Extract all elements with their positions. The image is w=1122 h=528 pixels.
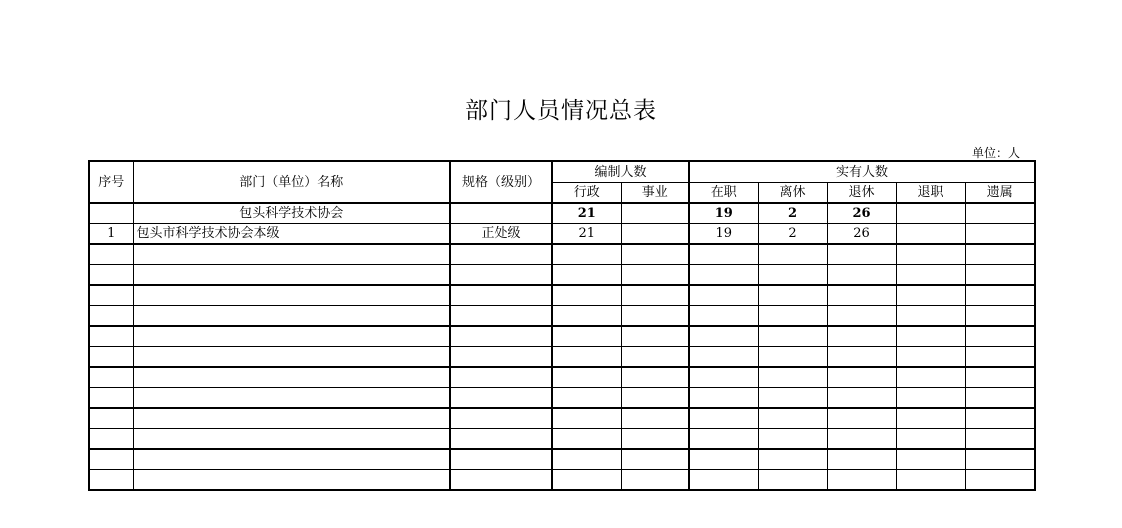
empty-cell [965, 367, 1035, 388]
empty-cell [758, 449, 827, 470]
cell-lixiu: 2 [758, 203, 827, 224]
empty-cell [758, 306, 827, 327]
empty-cell [758, 367, 827, 388]
empty-cell [965, 306, 1035, 327]
empty-cell [450, 265, 552, 286]
empty-cell [827, 326, 896, 347]
header-level: 规格（级别） [450, 161, 552, 203]
empty-cell [621, 265, 689, 286]
empty-cell [89, 408, 133, 429]
empty-cell [827, 244, 896, 265]
header-dependents: 遗属 [965, 183, 1035, 204]
empty-cell [689, 265, 758, 286]
empty-cell [896, 388, 965, 409]
cell-dept-name: 包头科学技术协会 [133, 203, 450, 224]
empty-cell [896, 285, 965, 306]
cell-staffing-admin: 21 [552, 203, 621, 224]
empty-cell [552, 326, 621, 347]
summary-row [89, 203, 1035, 224]
empty-cell [689, 306, 758, 327]
header-on-duty: 在职 [689, 183, 758, 204]
cell-staffing-admin: 21 [552, 224, 621, 245]
empty-cell [689, 285, 758, 306]
empty-cell [827, 408, 896, 429]
empty-cell [758, 388, 827, 409]
empty-cell [621, 285, 689, 306]
empty-cell [758, 470, 827, 491]
empty-cell [965, 449, 1035, 470]
empty-cell [896, 470, 965, 491]
empty-cell [965, 244, 1035, 265]
empty-cell [896, 408, 965, 429]
empty-cell [89, 388, 133, 409]
empty-cell [133, 449, 450, 470]
empty-table-row [89, 388, 1035, 409]
header-seq: 序号 [89, 161, 133, 203]
empty-cell [450, 347, 552, 368]
empty-cell [133, 306, 450, 327]
empty-table-row [89, 470, 1035, 491]
empty-cell [552, 306, 621, 327]
empty-cell [133, 470, 450, 491]
empty-cell [133, 285, 450, 306]
empty-cell [450, 306, 552, 327]
cell-staffing-inst [621, 203, 689, 224]
empty-cell [827, 388, 896, 409]
empty-cell [552, 244, 621, 265]
empty-cell [89, 449, 133, 470]
empty-cell [689, 347, 758, 368]
cell-lixiu: 2 [758, 224, 827, 245]
empty-cell [89, 347, 133, 368]
empty-cell [133, 388, 450, 409]
empty-cell [965, 326, 1035, 347]
empty-cell [965, 388, 1035, 409]
empty-cell [450, 244, 552, 265]
empty-cell [621, 408, 689, 429]
empty-cell [89, 306, 133, 327]
empty-cell [827, 367, 896, 388]
empty-cell [758, 429, 827, 450]
empty-cell [827, 429, 896, 450]
cell-on-duty: 19 [689, 203, 758, 224]
staff-summary-table [88, 160, 1036, 491]
empty-cell [133, 326, 450, 347]
empty-cell [552, 367, 621, 388]
empty-table-row [89, 285, 1035, 306]
cell-on-duty: 19 [689, 224, 758, 245]
empty-cell [689, 408, 758, 429]
empty-cell [758, 326, 827, 347]
empty-cell [621, 388, 689, 409]
header-staffing: 编制人数 [552, 161, 689, 183]
cell-seq [89, 203, 133, 224]
header-staffing-admin: 行政 [552, 183, 621, 204]
cell-tuizhi [896, 224, 965, 245]
empty-cell [450, 470, 552, 491]
header-actual: 实有人数 [689, 161, 1035, 183]
empty-cell [621, 244, 689, 265]
empty-cell [689, 470, 758, 491]
empty-table-row [89, 408, 1035, 429]
empty-cell [89, 285, 133, 306]
empty-cell [965, 347, 1035, 368]
cell-retired: 26 [827, 224, 896, 245]
empty-cell [133, 408, 450, 429]
cell-staffing-inst [621, 224, 689, 245]
empty-cell [450, 285, 552, 306]
empty-cell [552, 347, 621, 368]
empty-table-row [89, 347, 1035, 368]
empty-cell [89, 429, 133, 450]
empty-cell [621, 306, 689, 327]
empty-cell [133, 265, 450, 286]
empty-cell [89, 367, 133, 388]
empty-cell [827, 306, 896, 327]
unit-label: 单位：人 [972, 146, 1021, 160]
empty-cell [621, 326, 689, 347]
empty-cell [621, 449, 689, 470]
empty-table-row [89, 367, 1035, 388]
empty-cell [758, 244, 827, 265]
header-lixiu: 离休 [758, 183, 827, 204]
empty-cell [552, 388, 621, 409]
cell-level [450, 203, 552, 224]
empty-cell [896, 429, 965, 450]
empty-cell [896, 326, 965, 347]
empty-cell [552, 265, 621, 286]
empty-table-row [89, 265, 1035, 286]
header-tuizhi: 退职 [896, 183, 965, 204]
table-row [89, 224, 1035, 245]
empty-cell [896, 306, 965, 327]
empty-cell [896, 265, 965, 286]
empty-cell [89, 244, 133, 265]
empty-cell [689, 244, 758, 265]
empty-cell [450, 408, 552, 429]
page-title: 部门人员情况总表 [465, 98, 657, 124]
empty-cell [758, 408, 827, 429]
empty-cell [689, 429, 758, 450]
empty-cell [621, 367, 689, 388]
empty-cell [89, 326, 133, 347]
empty-cell [965, 265, 1035, 286]
empty-cell [965, 470, 1035, 491]
header-retired: 退休 [827, 183, 896, 204]
empty-cell [896, 449, 965, 470]
header-dept-name: 部门（单位）名称 [133, 161, 450, 203]
empty-cell [827, 265, 896, 286]
empty-table-row [89, 429, 1035, 450]
empty-cell [827, 347, 896, 368]
empty-cell [133, 429, 450, 450]
empty-cell [965, 408, 1035, 429]
empty-cell [133, 347, 450, 368]
empty-cell [965, 285, 1035, 306]
empty-cell [450, 388, 552, 409]
empty-cell [689, 367, 758, 388]
empty-cell [827, 285, 896, 306]
empty-cell [450, 367, 552, 388]
cell-dependents [965, 224, 1035, 245]
cell-dependents [965, 203, 1035, 224]
cell-level: 正处级 [450, 224, 552, 245]
empty-cell [896, 347, 965, 368]
empty-cell [450, 429, 552, 450]
empty-cell [552, 285, 621, 306]
empty-cell [450, 326, 552, 347]
header-staffing-inst: 事业 [621, 183, 689, 204]
empty-cell [827, 449, 896, 470]
empty-table-row [89, 449, 1035, 470]
empty-cell [552, 408, 621, 429]
empty-cell [621, 429, 689, 450]
empty-cell [621, 470, 689, 491]
empty-cell [758, 347, 827, 368]
empty-cell [965, 429, 1035, 450]
empty-cell [89, 265, 133, 286]
empty-cell [689, 388, 758, 409]
empty-cell [621, 347, 689, 368]
cell-seq: 1 [89, 224, 133, 245]
empty-cell [827, 470, 896, 491]
empty-cell [689, 449, 758, 470]
cell-tuizhi [896, 203, 965, 224]
empty-cell [758, 285, 827, 306]
empty-cell [552, 470, 621, 491]
empty-table-row [89, 244, 1035, 265]
empty-cell [133, 367, 450, 388]
empty-cell [450, 449, 552, 470]
empty-table-row [89, 326, 1035, 347]
empty-cell [552, 429, 621, 450]
empty-cell [133, 244, 450, 265]
header-row-1 [89, 161, 1035, 183]
cell-retired: 26 [827, 203, 896, 224]
empty-table-row [89, 306, 1035, 327]
empty-cell [896, 367, 965, 388]
empty-cell [552, 449, 621, 470]
empty-cell [758, 265, 827, 286]
empty-cell [89, 470, 133, 491]
cell-dept-name: 包头市科学技术协会本级 [133, 224, 450, 245]
empty-cell [896, 244, 965, 265]
empty-cell [689, 326, 758, 347]
